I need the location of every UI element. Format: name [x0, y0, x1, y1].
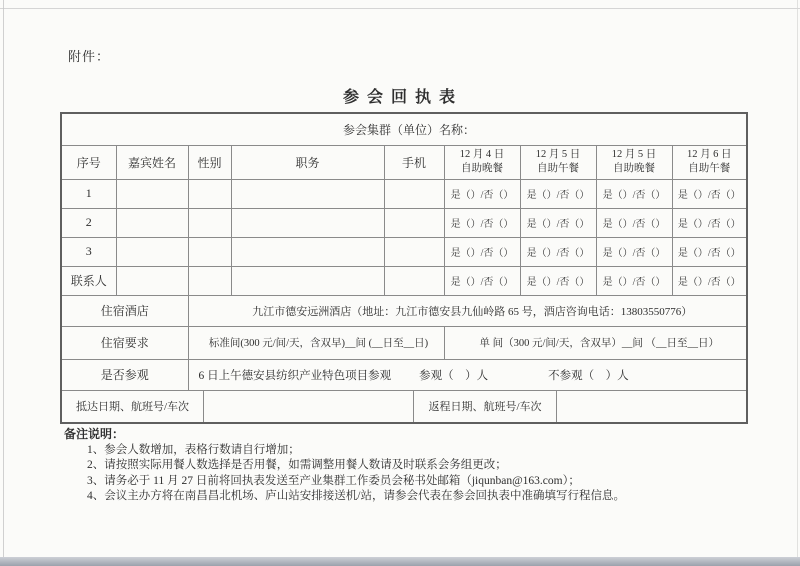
- travel-cells: [61, 390, 747, 423]
- meal-name: 自助晚餐: [461, 163, 503, 174]
- mobile-cell-blank: [384, 179, 444, 208]
- meal-name: 自助午餐: [688, 163, 731, 174]
- row-number: 1: [61, 179, 116, 208]
- reply-form-table: [60, 112, 746, 424]
- gender-cell-blank: [188, 179, 231, 208]
- meal-choice-cell: 是（）/否（）: [520, 266, 596, 295]
- guest-row-1: [61, 179, 747, 208]
- note-item-1: 1、参会人数增加，表格行数请自行增加；: [87, 443, 300, 456]
- note-item-3: 3、请务必于 11 月 27 日前将回执表发送至产业集群工作委员会秘书处邮箱（jiqunban@163.com）；: [87, 474, 580, 487]
- row-number: 3: [61, 237, 116, 266]
- attachment-label: 附件：: [68, 49, 111, 64]
- visit-count-field: 参观（ ）人: [419, 369, 489, 382]
- position-cell-blank: [231, 179, 384, 208]
- gender-cell-blank: [188, 266, 231, 295]
- form-title: 参 会 回 执 表: [342, 89, 457, 106]
- hotel-value: 九江市德安远洲酒店（地址：九江市德安县九仙岭路 65 号，酒店咨询电话：13803550776）: [188, 295, 747, 326]
- meal-choice-cell: 是（）/否（）: [672, 208, 747, 237]
- column-header-meal-2: [520, 145, 596, 179]
- mobile-cell-blank: [384, 237, 444, 266]
- column-header-meal-3: [596, 145, 672, 179]
- hotel-label: 住宿酒店: [61, 295, 188, 326]
- meal-choice-cell: 是（）/否（）: [672, 266, 747, 295]
- position-cell-blank: [231, 266, 384, 295]
- position-cell-blank: [231, 208, 384, 237]
- column-header-mobile: 手机: [384, 145, 444, 179]
- meal-choice-cell: 是（）/否（）: [444, 237, 520, 266]
- contact-person-row: [61, 266, 747, 295]
- arrival-value-blank: [204, 391, 414, 423]
- scan-bottom-shadow: [0, 557, 800, 566]
- name-cell-blank: [116, 266, 188, 295]
- meal-choice-cell: 是（）/否（）: [520, 237, 596, 266]
- visit-label: 是否参观: [61, 359, 188, 390]
- column-header-meal-1: [444, 145, 520, 179]
- name-cell-blank: [116, 208, 188, 237]
- meal-date: 12 月 5 日: [535, 149, 581, 161]
- notes-heading: 备注说明：: [64, 427, 125, 441]
- meal-choice-cell: 是（）/否（）: [520, 179, 596, 208]
- notes-section: [64, 427, 744, 505]
- visit-description: 6 日上午德安县纺织产业特色项目参观: [198, 369, 392, 382]
- room-label: 住宿要求: [61, 326, 188, 359]
- meal-name: 自助午餐: [537, 163, 579, 174]
- column-header-gender: 性别: [188, 145, 231, 179]
- mobile-cell-blank: [384, 266, 444, 295]
- column-header-meal-4: [672, 145, 747, 179]
- meal-date: 12 月 6 日: [686, 149, 732, 161]
- row-number: 联系人: [61, 266, 116, 295]
- guest-row-2: [61, 208, 747, 237]
- cluster-name-row: [61, 113, 747, 145]
- room-requirement-row: [61, 326, 747, 359]
- column-header-name: 嘉宾姓名: [116, 145, 188, 179]
- visit-options: [188, 359, 747, 390]
- gender-cell-blank: [188, 237, 231, 266]
- meal-name: 自助晚餐: [613, 163, 655, 174]
- room-standard-option: 标准间(300 元/间/天，含双早)__间 (__日至__日): [188, 326, 444, 359]
- position-cell-blank: [231, 237, 384, 266]
- note-item-2: 2、请按照实际用餐人数选择是否用餐，如需调整用餐人数请及时联系会务组更改；: [87, 459, 507, 472]
- meal-choice-cell: 是（）/否（）: [520, 208, 596, 237]
- meal-choice-cell: 是（）/否（）: [444, 208, 520, 237]
- mobile-cell-blank: [384, 208, 444, 237]
- arrival-label: 抵达日期、航班号/车次: [62, 391, 204, 423]
- hotel-row: [61, 295, 747, 326]
- meal-date: 12 月 5 日: [611, 149, 657, 161]
- no-visit-count-field: 不参观（ ）人: [548, 369, 629, 382]
- meal-choice-cell: 是（）/否（）: [596, 266, 672, 295]
- gender-cell-blank: [188, 208, 231, 237]
- guest-row-3: [61, 237, 747, 266]
- row-number: 2: [61, 208, 116, 237]
- scan-top-edge: [0, 8, 800, 9]
- meal-choice-cell: 是（）/否（）: [672, 237, 747, 266]
- note-item-4: 4、会议主办方将在南昌昌北机场、庐山站安排接送机/站，请参会代表在参会回执表中准确填写行程信息。: [87, 490, 625, 503]
- meal-choice-cell: 是（）/否（）: [672, 179, 747, 208]
- meal-choice-cell: 是（）/否（）: [444, 266, 520, 295]
- meal-choice-cell: 是（）/否（）: [596, 179, 672, 208]
- return-value-blank: [557, 391, 746, 423]
- visit-row: [61, 359, 747, 390]
- name-cell-blank: [116, 237, 188, 266]
- name-cell-blank: [116, 179, 188, 208]
- travel-row: [61, 390, 747, 423]
- header-row: [61, 145, 747, 179]
- return-label: 返程日期、航班号/车次: [414, 391, 557, 423]
- meal-date: 12 月 4 日: [459, 149, 505, 161]
- meal-choice-cell: 是（）/否（）: [596, 237, 672, 266]
- column-header-no: 序号: [61, 145, 116, 179]
- room-single-option: 单 间（300 元/间/天，含双早）__间 （__日至__日）: [444, 326, 747, 359]
- meal-choice-cell: 是（）/否（）: [444, 179, 520, 208]
- column-header-position: 职务: [231, 145, 384, 179]
- meal-choice-cell: 是（）/否（）: [596, 208, 672, 237]
- cluster-name-label: 参会集群（单位）名称：: [61, 113, 747, 145]
